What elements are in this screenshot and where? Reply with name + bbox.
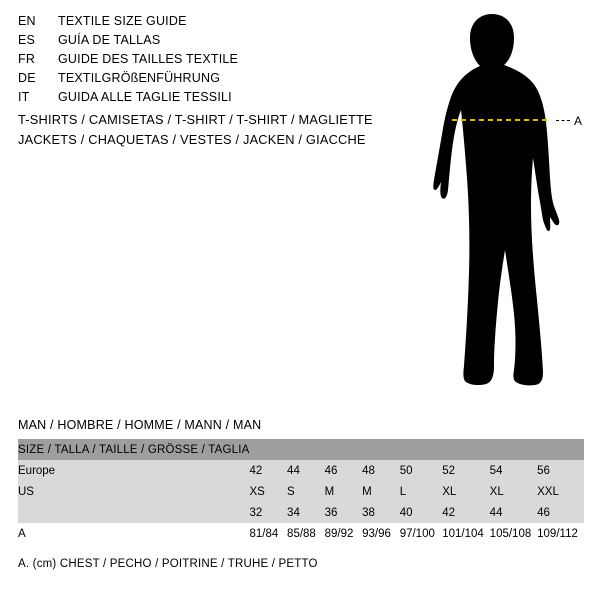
language-row bbox=[18, 14, 398, 33]
language-row bbox=[18, 71, 398, 90]
language-code: DE bbox=[18, 71, 36, 85]
row-label bbox=[18, 502, 250, 523]
row-cell: 46 bbox=[324, 464, 338, 477]
table-header-spacer bbox=[400, 439, 443, 460]
row-cell: 109/112 bbox=[537, 527, 578, 540]
garment-categories bbox=[18, 110, 418, 150]
row-cell: 93/96 bbox=[362, 527, 391, 540]
table-footnote: A. (cm) CHEST / PECHO / POITRINE / TRUHE / PETTO bbox=[18, 558, 318, 570]
table-header-spacer bbox=[287, 439, 325, 460]
row-cell: XS bbox=[249, 485, 265, 498]
row-cell: 52 bbox=[442, 464, 455, 477]
row-cell: 85/88 bbox=[287, 527, 316, 540]
row-cell: 42 bbox=[249, 464, 263, 477]
language-text: TEXTILGRÖßENFÜHRUNG bbox=[58, 71, 221, 85]
row-cell: 56 bbox=[537, 464, 550, 477]
row-cell: M bbox=[324, 485, 335, 498]
row-cell: 38 bbox=[362, 506, 375, 519]
table-header-row bbox=[18, 439, 584, 460]
language-text: GUÍA DE TALLAS bbox=[58, 33, 161, 47]
row-cell: 50 bbox=[399, 464, 413, 477]
table-header-spacer bbox=[362, 439, 400, 460]
row-cell: 44 bbox=[489, 506, 503, 519]
table-header-spacer bbox=[537, 439, 584, 460]
size-table-section bbox=[18, 418, 584, 570]
table-header-label: SIZE / TALLA / TAILLE / GRÖSSE / TAGLIA bbox=[18, 443, 250, 456]
language-code: FR bbox=[18, 52, 36, 66]
row-cell: 32 bbox=[249, 506, 263, 519]
man-silhouette-icon bbox=[408, 10, 588, 400]
size-table bbox=[18, 439, 584, 544]
table-row bbox=[18, 460, 584, 481]
row-cell: 54 bbox=[489, 464, 503, 477]
table-header-spacer bbox=[250, 439, 288, 460]
row-cell: 89/92 bbox=[324, 527, 354, 540]
category-jackets: JACKETS / CHAQUETAS / VESTES / JACKEN / GIACCHE bbox=[18, 132, 366, 147]
row-cell: XXL bbox=[537, 485, 559, 498]
language-code: EN bbox=[18, 14, 36, 28]
body-silhouette-figure bbox=[408, 10, 588, 400]
row-cell: 46 bbox=[537, 506, 550, 519]
table-row bbox=[18, 502, 584, 523]
table-row bbox=[18, 523, 584, 544]
row-cell: 42 bbox=[442, 506, 455, 519]
row-cell: 105/108 bbox=[489, 527, 532, 540]
row-cell: XL bbox=[489, 485, 504, 498]
table-header-spacer bbox=[442, 439, 489, 460]
category-tshirts: T-SHIRTS / CAMISETAS / T-SHIRT / T-SHIRT / MAGLIETTE bbox=[18, 112, 373, 127]
row-label: Europe bbox=[18, 464, 56, 477]
language-row bbox=[18, 33, 398, 52]
language-text: GUIDE DES TAILLES TEXTILE bbox=[58, 52, 239, 66]
language-row bbox=[18, 52, 398, 71]
language-text: GUIDA ALLE TAGLIE TESSILI bbox=[58, 90, 232, 104]
language-code: IT bbox=[18, 90, 30, 104]
row-cell: M bbox=[362, 485, 372, 498]
table-group-title: MAN / HOMBRE / HOMME / MANN / MAN bbox=[18, 418, 262, 432]
language-row bbox=[18, 90, 398, 109]
measure-leader-line bbox=[556, 120, 570, 121]
row-cell: 101/104 bbox=[442, 527, 484, 540]
table-header-spacer bbox=[490, 439, 537, 460]
language-code: ES bbox=[18, 33, 36, 47]
row-cell: L bbox=[399, 485, 407, 498]
row-cell: 97/100 bbox=[399, 527, 435, 540]
row-label: US bbox=[18, 485, 34, 498]
row-cell: 44 bbox=[287, 464, 300, 477]
table-header-spacer bbox=[325, 439, 363, 460]
measure-marker-a: A bbox=[574, 114, 583, 128]
row-cell: XL bbox=[442, 485, 457, 498]
table-row bbox=[18, 481, 584, 502]
row-cell: 36 bbox=[324, 506, 338, 519]
row-cell: 48 bbox=[362, 464, 375, 477]
row-label: A bbox=[18, 527, 26, 540]
language-list bbox=[18, 14, 398, 109]
row-cell: 40 bbox=[399, 506, 413, 519]
row-cell: 34 bbox=[287, 506, 300, 519]
row-cell: 81/84 bbox=[249, 527, 279, 540]
row-cell: S bbox=[287, 485, 295, 498]
language-text: TEXTILE SIZE GUIDE bbox=[58, 14, 187, 28]
